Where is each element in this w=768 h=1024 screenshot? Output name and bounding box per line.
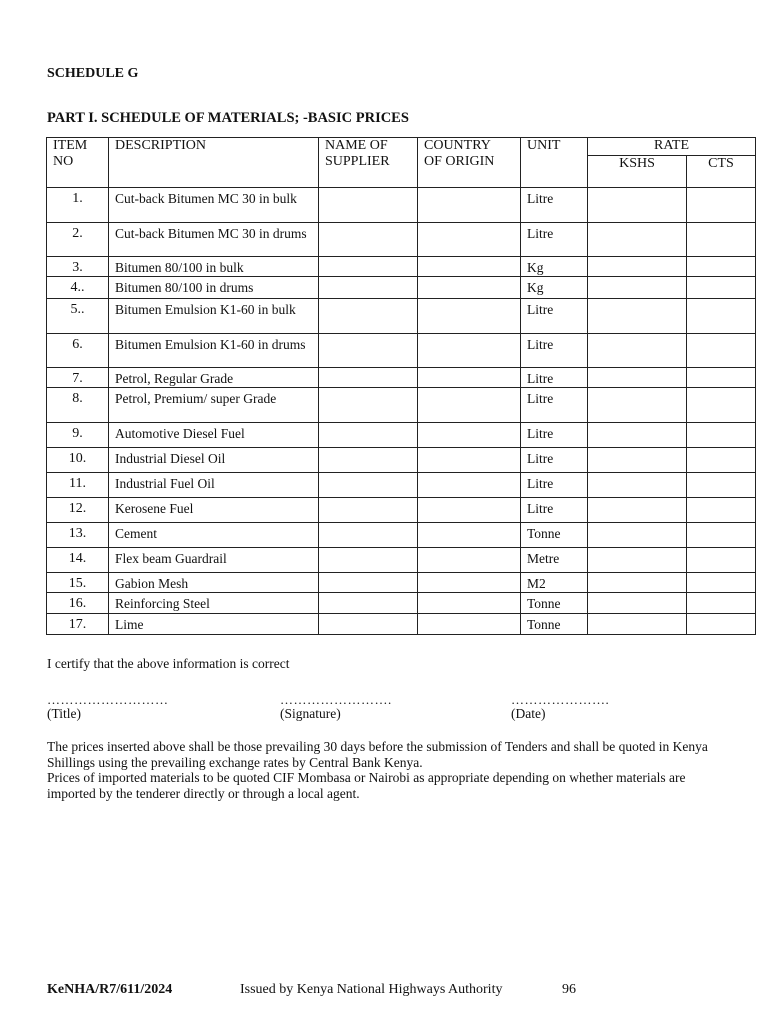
supplier-cell bbox=[319, 593, 418, 614]
unit-cell: Litre bbox=[521, 473, 588, 498]
country-of-origin-cell bbox=[418, 223, 521, 257]
title-line: ……………………… bbox=[47, 692, 169, 707]
supplier-cell bbox=[319, 368, 418, 388]
rate-cts-cell bbox=[687, 368, 756, 388]
country-of-origin-cell bbox=[418, 523, 521, 548]
country-of-origin-cell bbox=[418, 448, 521, 473]
supplier-cell bbox=[319, 573, 418, 593]
description-cell: Reinforcing Steel bbox=[109, 593, 319, 614]
table-row bbox=[47, 368, 756, 388]
table-row bbox=[47, 448, 756, 473]
rate-kshs-cell bbox=[588, 593, 687, 614]
unit-cell: Litre bbox=[521, 299, 588, 334]
rate-cts-cell bbox=[687, 614, 756, 635]
unit-cell: Litre bbox=[521, 368, 588, 388]
rate-cts-cell bbox=[687, 277, 756, 299]
rate-cts-cell bbox=[687, 299, 756, 334]
table-row bbox=[47, 334, 756, 368]
unit-cell: Litre bbox=[521, 388, 588, 423]
rate-kshs-cell bbox=[588, 448, 687, 473]
header-description: DESCRIPTION bbox=[109, 138, 319, 188]
signature-label: (Signature) bbox=[280, 706, 341, 721]
supplier-cell bbox=[319, 188, 418, 223]
table-row bbox=[47, 257, 756, 277]
description-cell: Petrol, Regular Grade bbox=[109, 368, 319, 388]
rate-kshs-cell bbox=[588, 523, 687, 548]
pricing-notes bbox=[47, 739, 727, 801]
date-label: (Date) bbox=[511, 706, 546, 721]
item-no-cell: 17. bbox=[47, 614, 109, 635]
item-no-cell: 16. bbox=[47, 593, 109, 614]
rate-kshs-cell bbox=[588, 573, 687, 593]
table-row bbox=[47, 388, 756, 423]
item-no-cell: 7. bbox=[47, 368, 109, 388]
country-of-origin-cell bbox=[418, 593, 521, 614]
rate-kshs-cell bbox=[588, 257, 687, 277]
item-no-cell: 12. bbox=[47, 498, 109, 523]
item-no-cell: 15. bbox=[47, 573, 109, 593]
rate-cts-cell bbox=[687, 423, 756, 448]
table-row bbox=[47, 498, 756, 523]
header-item-no: ITEM NO bbox=[47, 138, 109, 188]
description-cell: Cut-back Bitumen MC 30 in bulk bbox=[109, 188, 319, 223]
description-cell: Cut-back Bitumen MC 30 in drums bbox=[109, 223, 319, 257]
table-row bbox=[47, 188, 756, 223]
item-no-cell: 8. bbox=[47, 388, 109, 423]
header-country-of-origin: COUNTRY OF ORIGIN bbox=[418, 138, 521, 188]
country-of-origin-cell bbox=[418, 498, 521, 523]
rate-cts-cell bbox=[687, 448, 756, 473]
note-paragraph-1: The prices inserted above shall be those prevailing 30 days before the submission of Tenders and shall be quoted in Kenya Shillings using the prevailing exchange rates by Central Bank Kenya. bbox=[47, 739, 708, 770]
supplier-cell bbox=[319, 473, 418, 498]
rate-kshs-cell bbox=[588, 473, 687, 498]
description-cell: Petrol, Premium/ super Grade bbox=[109, 388, 319, 423]
item-no-cell: 9. bbox=[47, 423, 109, 448]
rate-cts-cell bbox=[687, 223, 756, 257]
rate-kshs-cell bbox=[588, 548, 687, 573]
supplier-cell bbox=[319, 223, 418, 257]
unit-cell: Kg bbox=[521, 277, 588, 299]
footer-page-number: 96 bbox=[562, 982, 576, 997]
country-of-origin-cell bbox=[418, 257, 521, 277]
description-cell: Automotive Diesel Fuel bbox=[109, 423, 319, 448]
rate-kshs-cell bbox=[588, 188, 687, 223]
unit-cell: Metre bbox=[521, 548, 588, 573]
supplier-cell bbox=[319, 299, 418, 334]
rate-cts-cell bbox=[687, 334, 756, 368]
rate-cts-cell bbox=[687, 257, 756, 277]
signature-line: ……………………. bbox=[280, 692, 392, 707]
item-no-cell: 1. bbox=[47, 188, 109, 223]
rate-cts-cell bbox=[687, 473, 756, 498]
schedule-heading: SCHEDULE G bbox=[47, 66, 139, 81]
rate-kshs-cell bbox=[588, 334, 687, 368]
unit-cell: Tonne bbox=[521, 614, 588, 635]
country-of-origin-cell bbox=[418, 368, 521, 388]
table-row bbox=[47, 523, 756, 548]
unit-cell: Litre bbox=[521, 188, 588, 223]
country-of-origin-cell bbox=[418, 188, 521, 223]
item-no-cell: 3. bbox=[47, 257, 109, 277]
unit-cell: Litre bbox=[521, 498, 588, 523]
table-row bbox=[47, 593, 756, 614]
item-no-cell: 5.. bbox=[47, 299, 109, 334]
description-cell: Bitumen Emulsion K1-60 in bulk bbox=[109, 299, 319, 334]
header-kshs: KSHS bbox=[588, 156, 687, 188]
footer-reference: KeNHA/R7/611/2024 bbox=[47, 982, 173, 997]
rate-kshs-cell bbox=[588, 277, 687, 299]
unit-cell: Litre bbox=[521, 448, 588, 473]
item-no-cell: 13. bbox=[47, 523, 109, 548]
country-of-origin-cell bbox=[418, 573, 521, 593]
rate-kshs-cell bbox=[588, 388, 687, 423]
rate-kshs-cell bbox=[588, 368, 687, 388]
supplier-cell bbox=[319, 523, 418, 548]
table-row bbox=[47, 277, 756, 299]
certification-statement: I certify that the above information is correct bbox=[47, 656, 290, 671]
table-row bbox=[47, 223, 756, 257]
unit-cell: Tonne bbox=[521, 593, 588, 614]
unit-cell: M2 bbox=[521, 573, 588, 593]
description-cell: Bitumen 80/100 in bulk bbox=[109, 257, 319, 277]
rate-cts-cell bbox=[687, 593, 756, 614]
unit-cell: Kg bbox=[521, 257, 588, 277]
table-header-row bbox=[47, 138, 756, 156]
item-no-cell: 11. bbox=[47, 473, 109, 498]
rate-cts-cell bbox=[687, 188, 756, 223]
country-of-origin-cell bbox=[418, 614, 521, 635]
table-row bbox=[47, 614, 756, 635]
table-row bbox=[47, 423, 756, 448]
unit-cell: Litre bbox=[521, 423, 588, 448]
description-cell: Industrial Diesel Oil bbox=[109, 448, 319, 473]
header-supplier: NAME OF SUPPLIER bbox=[319, 138, 418, 188]
footer-issuer: Issued by Kenya National Highways Authority bbox=[240, 982, 503, 997]
item-no-cell: 2. bbox=[47, 223, 109, 257]
table-row bbox=[47, 473, 756, 498]
description-cell: Flex beam Guardrail bbox=[109, 548, 319, 573]
materials-table bbox=[46, 137, 756, 635]
supplier-cell bbox=[319, 423, 418, 448]
supplier-cell bbox=[319, 498, 418, 523]
part-title: PART I. SCHEDULE OF MATERIALS; -BASIC PRICES bbox=[47, 110, 409, 126]
unit-cell: Tonne bbox=[521, 523, 588, 548]
unit-cell: Litre bbox=[521, 223, 588, 257]
rate-kshs-cell bbox=[588, 498, 687, 523]
description-cell: Gabion Mesh bbox=[109, 573, 319, 593]
header-cts: CTS bbox=[687, 156, 756, 188]
rate-cts-cell bbox=[687, 523, 756, 548]
country-of-origin-cell bbox=[418, 473, 521, 498]
country-of-origin-cell bbox=[418, 423, 521, 448]
supplier-cell bbox=[319, 277, 418, 299]
table-row bbox=[47, 548, 756, 573]
description-cell: Industrial Fuel Oil bbox=[109, 473, 319, 498]
description-cell: Bitumen Emulsion K1-60 in drums bbox=[109, 334, 319, 368]
country-of-origin-cell bbox=[418, 277, 521, 299]
rate-kshs-cell bbox=[588, 614, 687, 635]
rate-cts-cell bbox=[687, 388, 756, 423]
supplier-cell bbox=[319, 448, 418, 473]
description-cell: Cement bbox=[109, 523, 319, 548]
supplier-cell bbox=[319, 548, 418, 573]
header-unit: UNIT bbox=[521, 138, 588, 188]
note-paragraph-2: Prices of imported materials to be quoted CIF Mombasa or Nairobi as appropriate depending on whether materials are imported by the tenderer directly or through a local agent. bbox=[47, 770, 686, 801]
country-of-origin-cell bbox=[418, 388, 521, 423]
country-of-origin-cell bbox=[418, 548, 521, 573]
date-line: …………………. bbox=[511, 692, 610, 707]
table-row bbox=[47, 299, 756, 334]
item-no-cell: 10. bbox=[47, 448, 109, 473]
rate-kshs-cell bbox=[588, 299, 687, 334]
supplier-cell bbox=[319, 334, 418, 368]
supplier-cell bbox=[319, 614, 418, 635]
rate-cts-cell bbox=[687, 498, 756, 523]
item-no-cell: 6. bbox=[47, 334, 109, 368]
supplier-cell bbox=[319, 257, 418, 277]
title-label: (Title) bbox=[47, 706, 82, 721]
header-rate: RATE bbox=[588, 138, 756, 156]
supplier-cell bbox=[319, 388, 418, 423]
item-no-cell: 14. bbox=[47, 548, 109, 573]
country-of-origin-cell bbox=[418, 299, 521, 334]
description-cell: Kerosene Fuel bbox=[109, 498, 319, 523]
table-row bbox=[47, 573, 756, 593]
country-of-origin-cell bbox=[418, 334, 521, 368]
unit-cell: Litre bbox=[521, 334, 588, 368]
description-cell: Lime bbox=[109, 614, 319, 635]
item-no-cell: 4.. bbox=[47, 277, 109, 299]
rate-kshs-cell bbox=[588, 223, 687, 257]
description-cell: Bitumen 80/100 in drums bbox=[109, 277, 319, 299]
rate-cts-cell bbox=[687, 548, 756, 573]
rate-kshs-cell bbox=[588, 423, 687, 448]
rate-cts-cell bbox=[687, 573, 756, 593]
